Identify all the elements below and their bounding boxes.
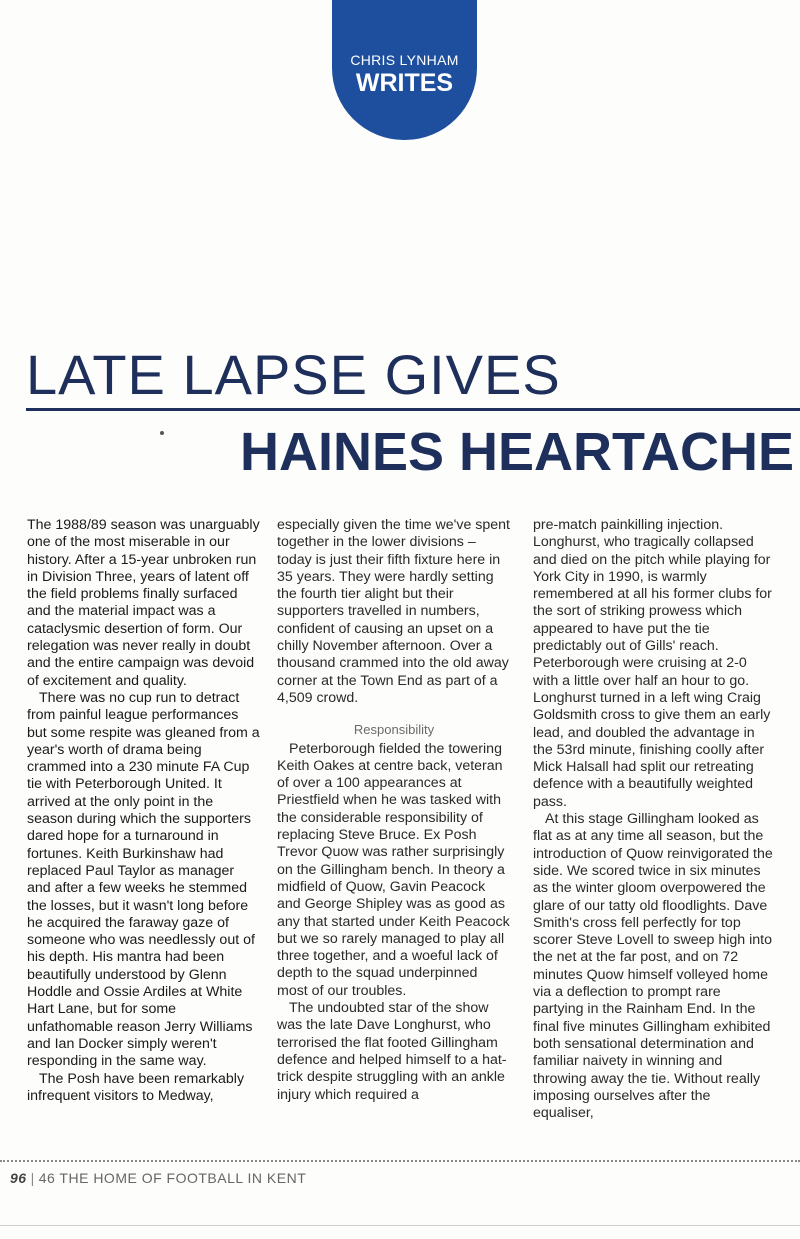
paragraph: Peterborough fielded the towering Keith Oakes at centre back, veteran of over a 100 appearances at Priestfield when he was tasked with the considerable responsibility of replacing Steve Bruce. Ex Posh Trevor Quow was rather surprisingly on the Gillingham bench. In theory a midfield of Quow, Gavin Peacock and George Shipley was as good as any that started under Keith Peacock but we so rarely managed to play all three together, and a woeful lack of depth to the squad underpinned most of our troubles. bbox=[277, 740, 510, 999]
paragraph: The 1988/89 season was unarguably one of the most miserable in our history. After a 15-year unbroken run in Division Three, years of latent off the field problems finally surfaced and the material impact was a cataclysmic desertion of form. Our relegation was never really in doubt and the entire campaign was devoid of excitement and quality. bbox=[27, 517, 260, 689]
article-column-1 bbox=[27, 517, 261, 1105]
paragraph: At this stage Gillingham looked as flat as at any time all season, but the introduction of Quow reinvigorated the side. We scored twice in six minutes as the winter gloom overpowered the glare of our tatty old floodlights. Dave Smith's cross fell perfectly for top scorer Steve Lovell to sweep high into the net at the far post, and on 72 minutes Quow himself volleyed home via a deflection to prompt rare partying in the Rainham End. In the final five minutes Gillingham exhibited both sensational determination and familiar naivety in winning and throwing away the tie. Without really imposing ourselves after the equaliser, bbox=[533, 811, 773, 1122]
paragraph: There was no cup run to detract from painful league performances but some respite was gleaned from a year's worth of drama being crammed into a 230 minute FA Cup tie with Peterborough United. It arrived at the only point in the season during which the supporters dared hope for a turnaround in fortunes. Keith Burkinshaw had replaced Paul Taylor as manager and after a few weeks he stemmed the losses, but it wasn't long before he acquired the faraway gaze of someone who was needlessly out of his depth. His mantra had been beautifully understood by Glenn Hoddle and Ossie Ardiles at White Hart Lane, but for some unfathomable reason Jerry Williams and Ian Docker simply weren't responding in the same way. bbox=[27, 689, 260, 1070]
footer-text: 46 THE HOME OF FOOTBALL IN KENT bbox=[38, 1170, 307, 1186]
page-footer bbox=[10, 1170, 306, 1186]
subheading: Responsibility bbox=[353, 722, 435, 738]
magazine-logo: 96 bbox=[10, 1170, 27, 1186]
paragraph: especially given the time we've spent together in the lower divisions – today is just their fifth fixture here in 35 years. They were hardly setting the fourth tier alight but their supporters travelled in numbers, confident of causing an upset on a chilly November afternoon. Over a thousand crammed into the old away corner at the Town End as part of a 4,509 crowd. bbox=[277, 517, 510, 706]
author-tab bbox=[332, 0, 477, 140]
headline-rule bbox=[26, 408, 800, 411]
writes-label: WRITES bbox=[355, 69, 454, 97]
paragraph: The undoubted star of the show was the late Dave Longhurst, who terrorised the flat footed Gillingham defence and helped himself to a hat-trick despite struggling with an ankle injury which required a bbox=[277, 1000, 507, 1103]
footer-separator: | bbox=[30, 1170, 35, 1186]
paragraph: The Posh have been remarkably infrequent visitors to Medway, bbox=[27, 1070, 245, 1104]
headline-line-2: HAINES HEARTACHE bbox=[240, 422, 795, 482]
footer-dotted-rule bbox=[0, 1160, 800, 1162]
page-edge-line bbox=[0, 1225, 800, 1226]
author-byline: CHRIS LYNHAM bbox=[350, 52, 459, 68]
paragraph: pre-match painkilling injection. Longhurst, who tragically collapsed and died on the pitch while playing for York City in 1990, is warmly remembered at all his former clubs for the sort of striking prowess which appeared to have put the tie predictably out of Gills' reach. Peterborough were cruising at 2-0 with a little over half an hour to go. Longhurst turned in a left wing Craig Goldsmith cross to give them an early lead, and doubled the advantage in the 53rd minute, finishing coolly after Mick Halsall had split our retreating defence with a beautifully weighted pass. bbox=[533, 517, 772, 810]
article-column-2 bbox=[277, 517, 511, 1104]
headline-line-1: LATE LAPSE GIVES bbox=[26, 343, 561, 406]
print-speck bbox=[160, 431, 164, 435]
article-column-3 bbox=[533, 517, 773, 1122]
